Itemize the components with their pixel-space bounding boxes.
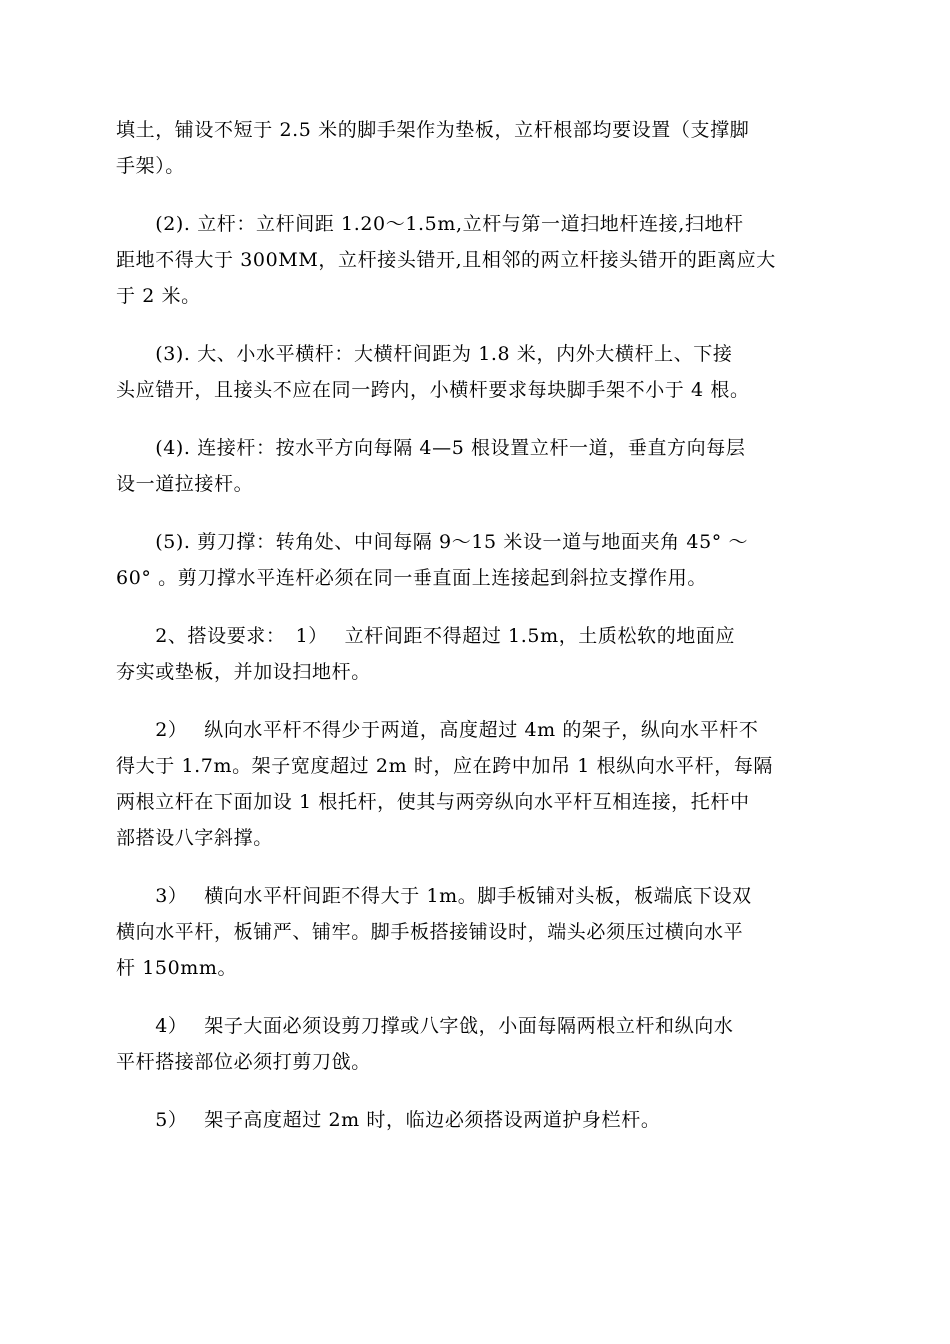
paragraph-erection-requirements [116,618,832,690]
text-line: 填土，铺设不短于 2.5 米的脚手架作为垫板，立杆根部均要设置（支撑脚 [116,119,750,141]
paragraph-requirement-2 [116,712,832,856]
paragraph-horizontal-bar [116,336,832,408]
text-line: (2). 立杆：立杆间距 1.20～1.5m,立杆与第一道扫地杆连接,扫地杆 [116,213,744,235]
text-line: 手架）。 [116,155,185,177]
text-line: 平杆搭接部位必须打剪刀戗。 [116,1051,371,1073]
text-line: 4） 架子大面必须设剪刀撑或八字戗，小面每隔两根立杆和纵向水 [116,1015,734,1037]
text-line: 3） 横向水平杆间距不得大于 1m。脚手板铺对头板，板端底下设双 [116,885,752,907]
document-page [116,112,832,1160]
text-line: 头应错开，且接头不应在同一跨内，小横杆要求每块脚手架不小于 4 根。 [116,379,750,401]
text-line: 得大于 1.7m。架子宽度超过 2m 时，应在跨中加吊 1 根纵向水平杆，每隔 [116,755,774,777]
text-line: 两根立杆在下面加设 1 根托杆，使其与两旁纵向水平杆互相连接，托杆中 [116,791,750,813]
text-line: 设一道拉接杆。 [116,473,254,495]
text-line: (4). 连接杆：按水平方向每隔 4—5 根设置立杆一道，垂直方向每层 [116,437,746,459]
text-line: (5). 剪刀撑：转角处、中间每隔 9～15 米设一道与地面夹角 45° ～ [116,531,749,553]
text-line: 横向水平杆，板铺严、铺牢。脚手板搭接铺设时，端头必须压过横向水平 [116,921,744,943]
text-line: 部搭设八字斜撑。 [116,827,273,849]
text-line: 2、搭设要求： 1） 立杆间距不得超过 1.5m，土质松软的地面应 [116,625,736,647]
text-line: 距地不得大于 300MM，立杆接头错开,且相邻的两立杆接头错开的距离应大 [116,249,776,271]
paragraph-tie-bar [116,430,832,502]
paragraph-upright-pole [116,206,832,314]
paragraph-requirement-4 [116,1008,832,1080]
paragraph-base-plate [116,112,832,184]
text-line: 杆 150mm。 [116,957,238,979]
paragraph-requirement-3 [116,878,832,986]
paragraph-cross-brace [116,524,832,596]
text-line: 60° 。剪刀撑水平连杆必须在同一垂直面上连接起到斜拉支撑作用。 [116,567,707,589]
text-line: 于 2 米。 [116,285,201,307]
text-line: (3). 大、小水平横杆：大横杆间距为 1.8 米，内外大横杆上、下接 [116,343,733,365]
text-line: 夯实或垫板，并加设扫地杆。 [116,661,371,683]
paragraph-requirement-5 [116,1102,832,1138]
text-line: 5） 架子高度超过 2m 时，临边必须搭设两道护身栏杆。 [116,1109,661,1131]
text-line: 2） 纵向水平杆不得少于两道，高度超过 4m 的架子，纵向水平杆不 [116,719,759,741]
